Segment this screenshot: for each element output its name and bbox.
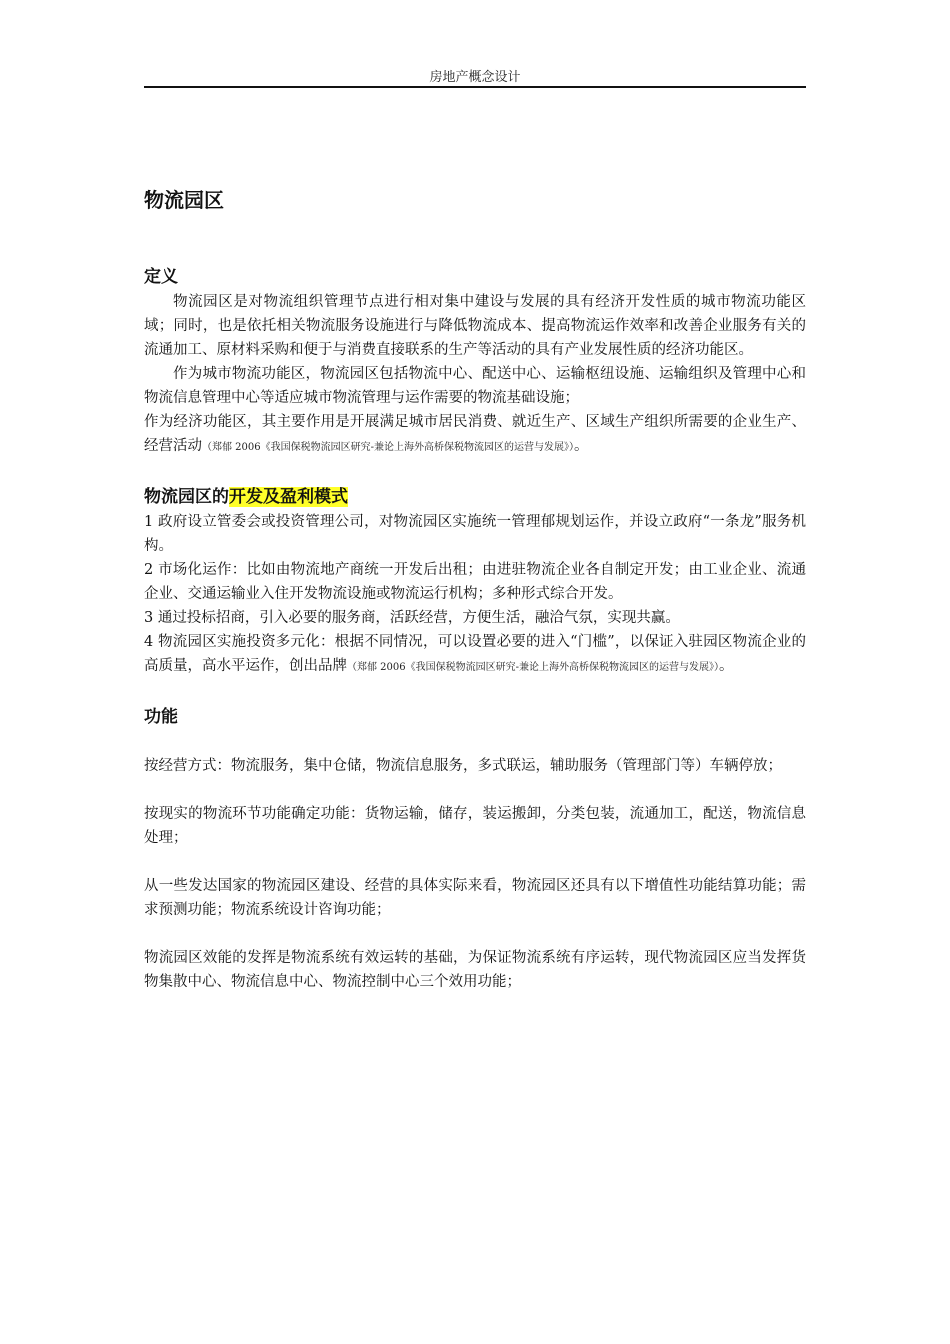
definition-paragraph-3-end: 。 — [574, 438, 589, 454]
page-content — [144, 180, 806, 994]
definition-paragraph-2: 作为城市物流功能区，物流园区包括物流中心、配送中心、运输枢纽设施、运输组织及管理中心和物流信息管理中心等适应城市物流管理与运作需要的物流基础设施； — [144, 366, 806, 406]
definition-paragraph-1: 物流园区是对物流组织管理节点进行相对集中建设与发展的具有经济开发性质的城市物流功能区域；同时，也是依托相关物流服务设施进行与降低物流成本、提高物流运作效率和改善企业服务有关的流通加工、原材料采购和便于与消费直接联系的生产等活动的具有产业发展性质的经济功能区。 — [144, 294, 806, 358]
spacer — [144, 778, 806, 802]
model-item-4-text: 4 物流园区实施投资多元化：根据不同情况，可以设置必要的进入“门槛”，以保证入驻园区物流企业的高质量，高水平运作，创出品牌 — [144, 634, 806, 674]
model-item-4-end: 。 — [719, 658, 734, 674]
functions-paragraph-2: 按现实的物流环节功能确定功能：货物运输，储存，装运搬卸，分类包装，流通加工，配送，物流信息处理； — [144, 806, 806, 846]
page-header: 房地产概念设计 — [429, 70, 521, 85]
doc-title: 物流园区 — [144, 188, 224, 212]
header-rule — [144, 86, 806, 88]
definition-paragraph-3-text: 作为经济功能区，其主要作用是开展满足城市居民消费、就近生产、区域生产组织所需要的企业生产、经营活动 — [144, 414, 806, 454]
functions-paragraph-4: 物流园区效能的发挥是物流系统有效运转的基础，为保证物流系统有序运转，现代物流园区应当发挥货物集散中心、物流信息中心、物流控制中心三个效用功能； — [144, 950, 806, 990]
citation: （郑郁 2006《我国保税物流园区研究-兼论上海外高桥保税物流园区的运营与发展》） — [347, 662, 720, 673]
model-heading-plain: 物流园区的 — [144, 487, 229, 507]
model-item-3: 3 通过投标招商，引入必要的服务商，活跃经营，方便生活，融洽气氛，实现共赢。 — [144, 610, 680, 626]
model-item-1: 1 政府设立管委会或投资管理公司，对物流园区实施统一管理郁规划运作，并设立政府“一条龙”服务机构。 — [144, 514, 806, 554]
model-heading-highlight: 开发及盈利模式 — [229, 487, 348, 507]
functions-paragraph-1: 按经营方式：物流服务，集中仓储，物流信息服务，多式联运，辅助服务（管理部门等）车辆停放； — [144, 758, 782, 774]
citation: （郑郁 2006《我国保税物流园区研究-兼论上海外高桥保税物流园区的运营与发展》） — [202, 442, 575, 453]
functions-heading: 功能 — [144, 707, 178, 727]
spacer — [144, 850, 806, 874]
model-item-2: 2 市场化运作：比如由物流地产商统一开发后出租；由进驻物流企业各自制定开发；由工业企业、流通企业、交通运输业入住开发物流设施或物流运行机构；多种形式综合开发。 — [144, 562, 806, 602]
definition-heading: 定义 — [144, 267, 178, 287]
model-heading — [144, 484, 806, 510]
spacer — [144, 922, 806, 946]
spacer — [144, 460, 806, 484]
functions-paragraph-3: 从一些发达国家的物流园区建设、经营的具体实际来看，物流园区还具有以下增值性功能结算功能；需求预测功能；物流系统设计咨询功能； — [144, 878, 806, 918]
definition-paragraph-3 — [144, 410, 806, 460]
spacer — [144, 220, 806, 264]
model-item-4 — [144, 630, 806, 680]
spacer — [144, 730, 806, 754]
spacer — [144, 680, 806, 704]
